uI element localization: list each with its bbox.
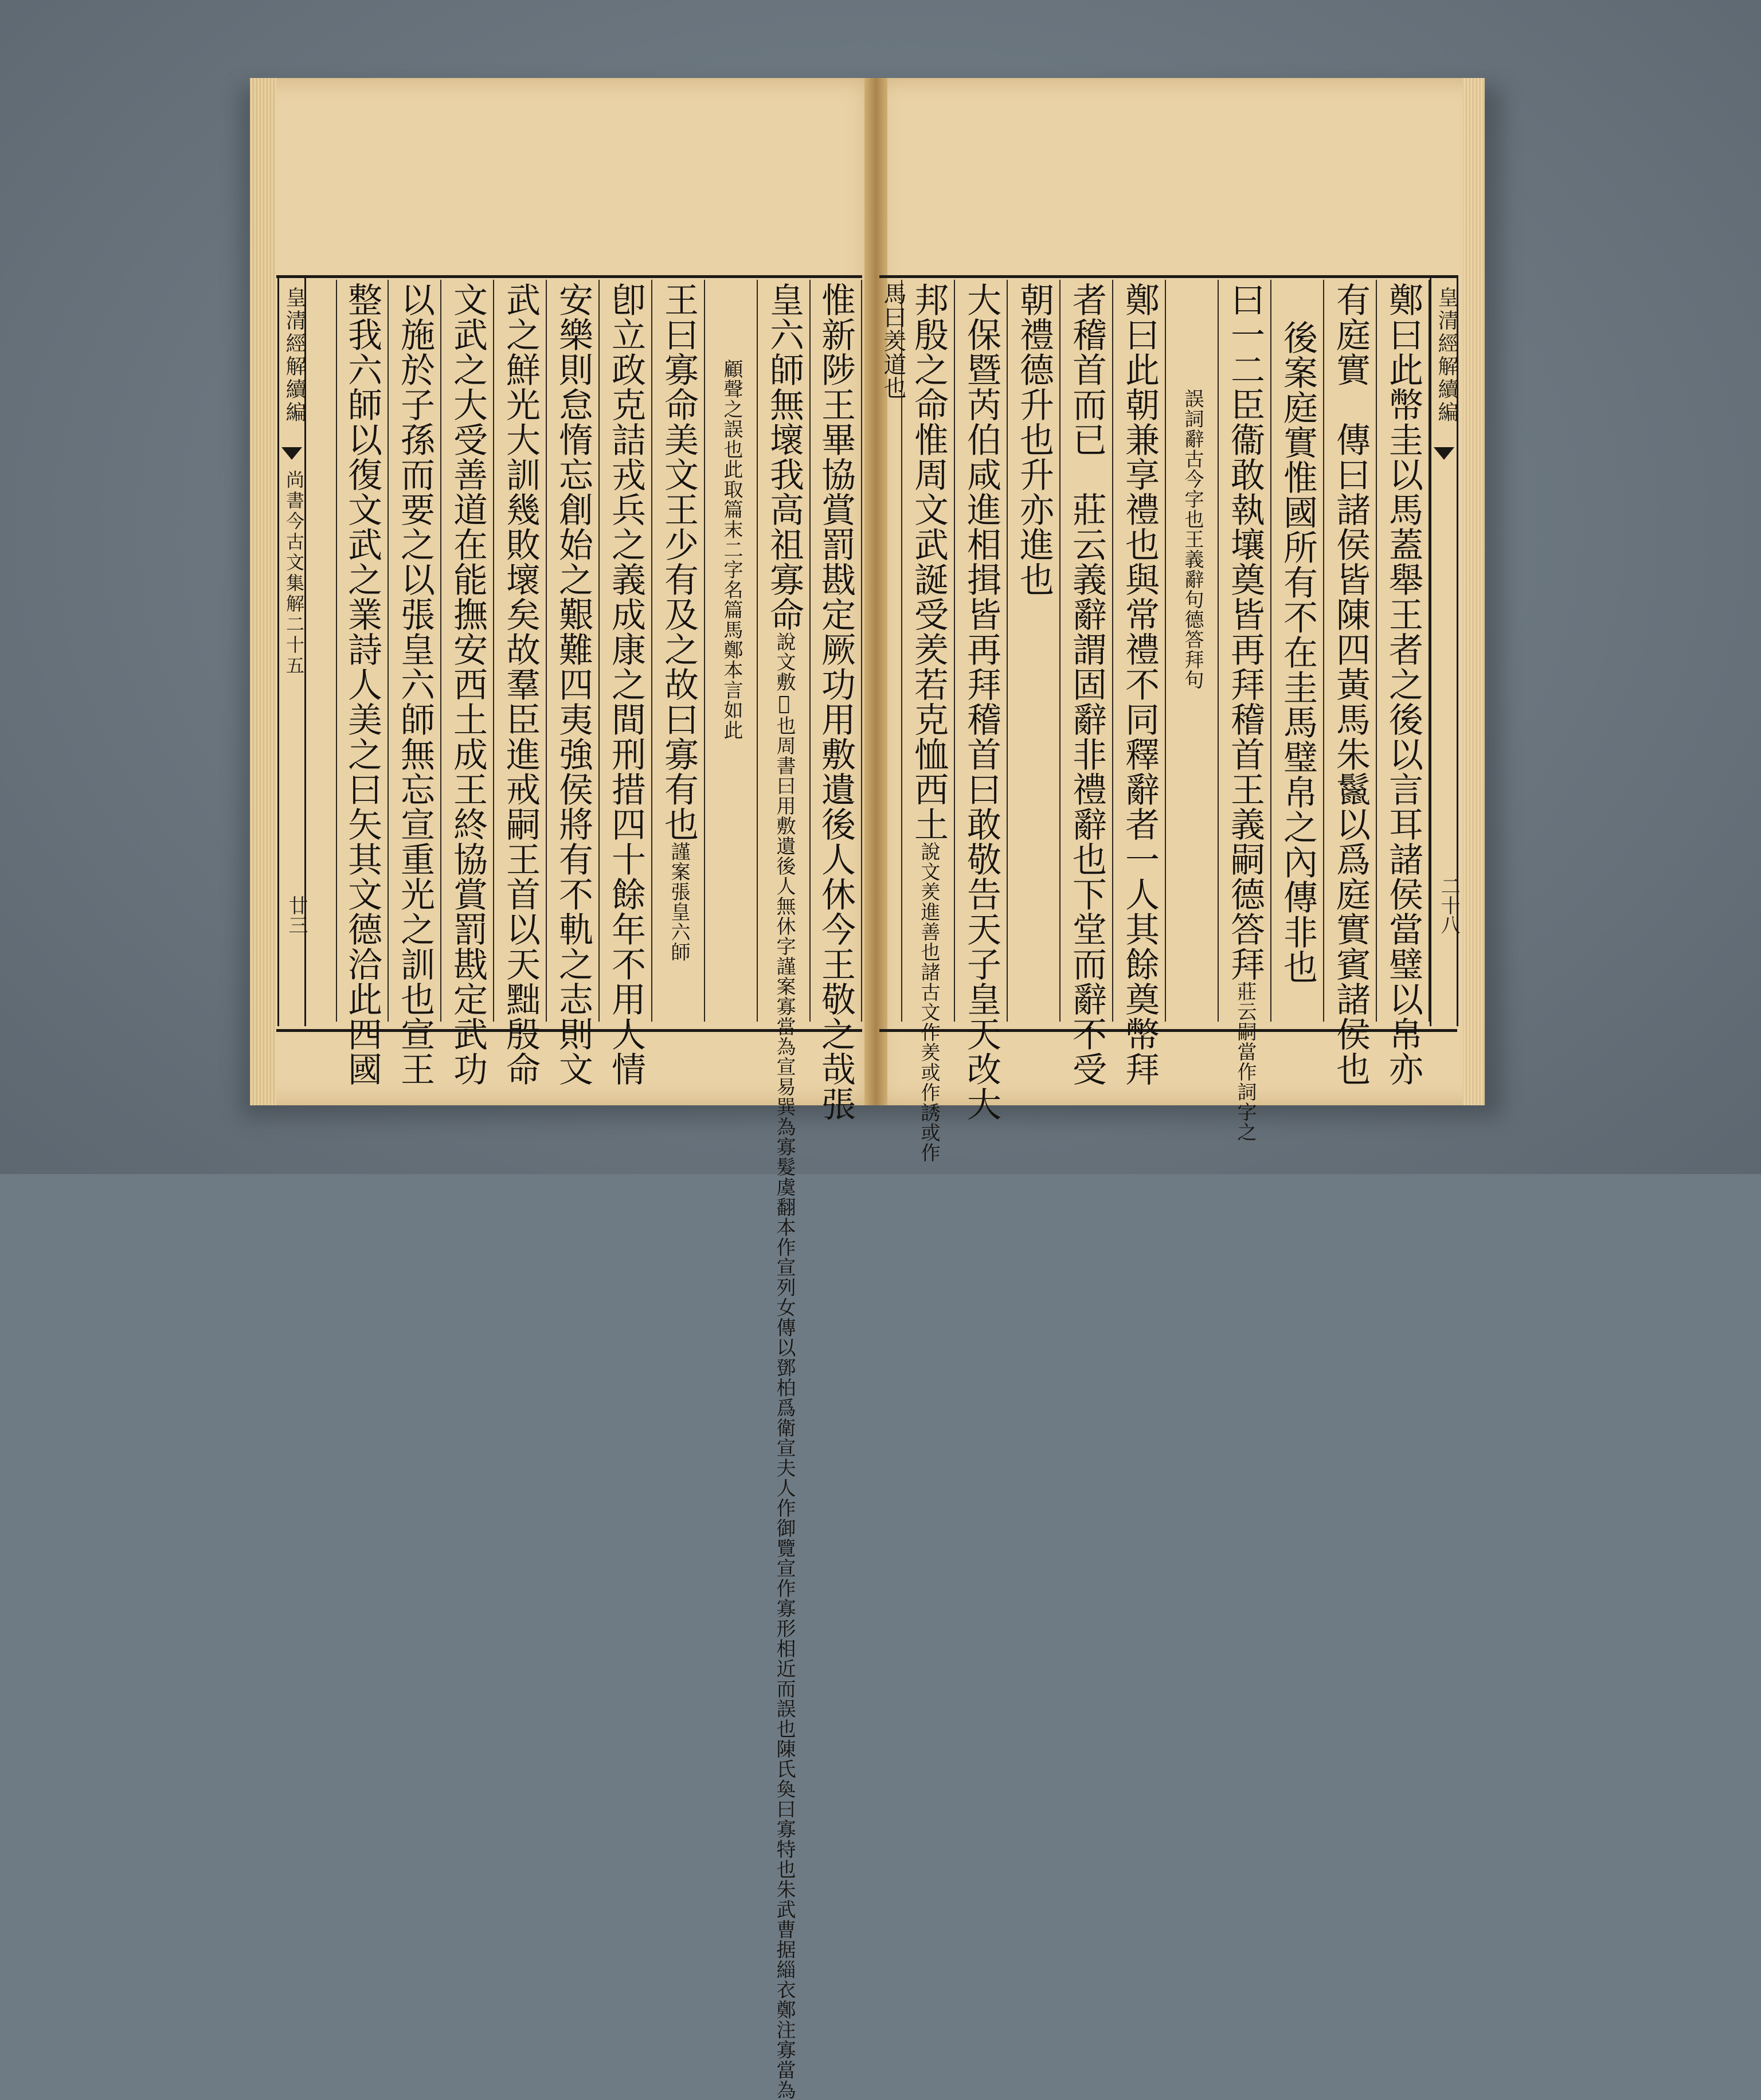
column-main-text: 皇六師無壞我高祖寡命 — [764, 282, 804, 632]
right-column-6 — [1113, 280, 1166, 1086]
column-text — [1224, 282, 1266, 1142]
left-column-5 — [600, 280, 652, 1086]
left-column-8 — [441, 280, 494, 1086]
column-text: 朝禮德升也升亦進也 — [1014, 282, 1054, 597]
column-text: 卽立政克詰戎兵之義成康之間刑措四十餘年不用人情 — [606, 282, 646, 1086]
right-column-2 — [1324, 280, 1377, 1086]
right-banxin — [1430, 275, 1458, 1026]
column-annotation-text: 說文敷𢿱也周書曰用敷遺後人無休字謹案寡當為宣易巽為寡髮虞翻本作宣列女傳以鄧柏爲衛宣夫人作御覽宣作寡形相近而誤也陳氏奐曰寡特也朱武曹据緇衣鄭注寡當為 — [773, 632, 796, 2100]
column-annotation-text: 誤詞辭古今字也王義辭句德答拜句 — [1181, 389, 1204, 690]
left-column-7 — [494, 280, 547, 1086]
column-text: 大保暨芮伯咸進相揖皆再拜稽首曰敢敬告天子皇天改大 — [961, 282, 1001, 1121]
column-text: 以施於子孫而要之以張皇六師無忘宣重光之訓也宣王 — [395, 282, 435, 1086]
column-text: 鄭曰此幣圭以馬蓋舉王者之後以言耳諸侯當璧以帛亦 — [1383, 282, 1423, 1086]
fishtail-mark-icon — [1434, 447, 1454, 460]
right-column-10 — [902, 280, 955, 1163]
right-column-3 — [1271, 280, 1324, 1022]
column-text — [658, 282, 699, 962]
left-banxin — [277, 275, 306, 1026]
column-text: 後案庭實惟國所有不在圭馬璧帛之內傳非也 — [1278, 320, 1318, 984]
column-text: 整我六師以復文武之業詩人美之曰矢其文德洽此四國 — [342, 282, 382, 1086]
column-annotation-text: 謹案張皇六師 — [667, 842, 690, 962]
column-main-text: 邦殷之命惟周文武誕受羑若克恤西土 — [909, 282, 949, 842]
column-main-text: 者稽首而已 — [1067, 282, 1107, 457]
column-text — [711, 359, 752, 740]
column-annotation-text: 莊云嗣當作詞字之 — [1234, 981, 1257, 1142]
left-column-6 — [547, 280, 600, 1086]
right-banxin-title: 皇清經解續編 — [1435, 287, 1458, 424]
right-column-7 — [1060, 280, 1113, 1086]
left-column-2 — [758, 280, 811, 2100]
column-annotation — [1172, 389, 1213, 690]
right-page-edge — [1463, 78, 1485, 1105]
column-text — [908, 282, 949, 1163]
left-folio-number: 廿三 — [285, 895, 308, 934]
left-column-3 — [705, 280, 758, 1022]
column-text: 惟新陟王畢協賞罰戡定厥功用敷遺後人休今王敬之哉張 — [816, 282, 856, 1121]
column-annotation-text: 顧聲之誤也此取篇末二字名篇馬鄭本言如此 — [720, 359, 743, 740]
column-text: 馬曰羑道也 — [880, 282, 906, 400]
right-column-1 — [1377, 280, 1430, 1086]
column-text: 武之鮮光大訓幾敗壞矣故羣臣進戒嗣王首以天黜殷命 — [500, 282, 541, 1086]
column-main-text-2: 傳曰諸侯皆陳四黃馬朱鬣以爲庭實賓諸侯也 — [1330, 422, 1371, 1086]
column-text: 安樂則怠惰忘創始之艱難四夷強侯將有不軌之志則文 — [553, 282, 593, 1086]
right-column-9 — [955, 280, 1008, 1121]
right-folio-number: 二十八 — [1437, 876, 1460, 934]
column-main-text-2: 莊云義辭謂固辭非禮辭也下堂而辭不受 — [1067, 492, 1107, 1086]
left-banxin-subtitle: 尚書今古文集解二十五 — [283, 470, 305, 676]
left-column-10 — [336, 280, 389, 1086]
column-text: 鄭曰此朝兼享禮也與常禮不同釋辭者一人其餘奠幣拜 — [1120, 282, 1160, 1086]
column-text — [1066, 282, 1108, 1086]
column-main-text: 曰一二臣衞敢執壤奠皆再拜稽首王義嗣德答拜 — [1225, 282, 1265, 981]
left-column-4 — [652, 280, 705, 1022]
column-main-text: 有庭實 — [1330, 282, 1371, 387]
column-annotation-text: 說文羑進善也諸古文作羑或作誘或作 — [917, 842, 940, 1163]
left-banxin-title: 皇清經解續編 — [283, 287, 306, 424]
right-column-5 — [1166, 280, 1219, 1022]
column-text — [764, 282, 805, 2100]
left-column-1 — [811, 280, 862, 1121]
right-column-8 — [1008, 280, 1060, 1022]
column-main-text: 王曰寡命美文王少有及之故曰寡有也 — [659, 282, 699, 842]
left-page-edge — [250, 78, 276, 1105]
right-column-4 — [1219, 280, 1271, 1142]
right-column-11 — [880, 280, 906, 1022]
left-column-9 — [389, 280, 441, 1086]
column-text — [1330, 282, 1371, 1086]
fishtail-mark-icon — [281, 447, 302, 460]
column-text: 文武之大受善道在能撫安西土成王終協賞罰戡定武功 — [448, 282, 488, 1086]
